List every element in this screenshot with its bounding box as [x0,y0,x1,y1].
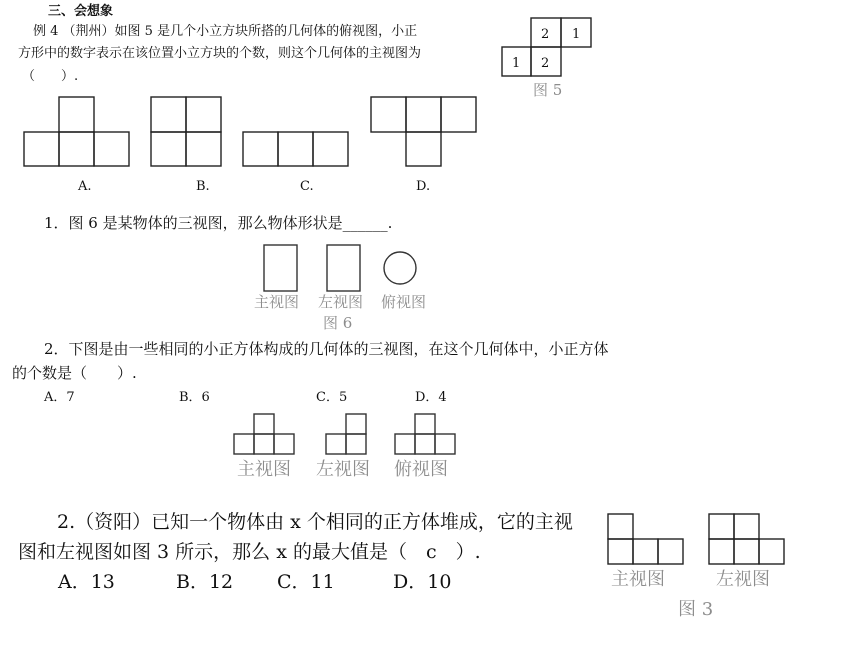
q2-front-view-figure [234,413,298,457]
option-c-figure [243,132,351,169]
fig5-cell-2: 1 [572,27,581,42]
q2-option-c: C．5 [316,390,348,405]
fig6-front-view-label: 主视图 [254,293,300,311]
q2-left-view-label: 左视图 [316,459,370,480]
figure3-left-view [708,513,788,567]
example4-line2: 方形中的数字表示在该位置小立方块的个数，则这个几何体的主视图为 [18,46,422,61]
fig3-front-view-label: 主视图 [611,569,665,590]
question2-line2: 的个数是（ ）. [12,364,137,382]
option-c-label: C. [300,179,314,194]
q2-option-a: A．7 [44,390,75,405]
figure6-three-views [262,243,442,293]
q3-option-b: B．12 [176,571,234,593]
example4-line1: 例 4 （荆州）如图 5 是几个小立方块所搭的几何体的俯视图，小正 [33,24,418,39]
q3-option-a: A．13 [58,571,115,593]
q2-front-view-label: 主视图 [237,459,291,480]
fig3-left-view-label: 左视图 [716,569,770,590]
option-a-figure [24,97,130,169]
fig6-top-view-label: 俯视图 [381,293,427,311]
option-d-label: D. [416,179,431,194]
q2-option-b: B．6 [179,390,210,405]
q3-option-c: C．11 [277,571,335,593]
figure3-front-view [607,513,687,567]
option-a-label: A. [78,179,92,194]
option-b-label: B. [196,179,210,194]
fig5-cell-3: 1 [512,56,521,71]
figure6-label: 图 6 [323,314,353,332]
q2-left-view-figure [325,413,371,457]
figure5-top-view-grid [500,18,595,80]
option-b-figure [151,97,223,169]
fig5-cell-4: 2 [541,56,550,71]
figure5-label: 图 5 [533,81,563,99]
q2-top-view-label: 俯视图 [394,459,448,480]
q3-option-d: D．10 [393,571,452,593]
question1-text: 1．图 6 是某物体的三视图，那么物体形状是______. [44,214,393,232]
example4-line3: （ ）. [22,69,79,84]
question3-line2: 图和左视图如图 3 所示，那么 x 的最大值是（ c ）. [18,541,481,563]
question2-line1: 2．下图是由一些相同的小正方体构成的几何体的三视图，在这个几何体中，小正方体 [44,340,609,358]
fig5-cell-1: 2 [541,27,550,42]
question3-line1: 2.（资阳）已知一个物体由 x 个相同的正方体堆成，它的主视 [57,511,573,533]
figure3-label: 图 3 [678,599,714,620]
q2-top-view-figure [394,413,460,457]
section-title: 三、会想象 [48,4,114,19]
q2-option-d: D．4 [415,390,447,405]
option-d-figure [371,97,477,169]
fig6-left-view-label: 左视图 [318,293,364,311]
